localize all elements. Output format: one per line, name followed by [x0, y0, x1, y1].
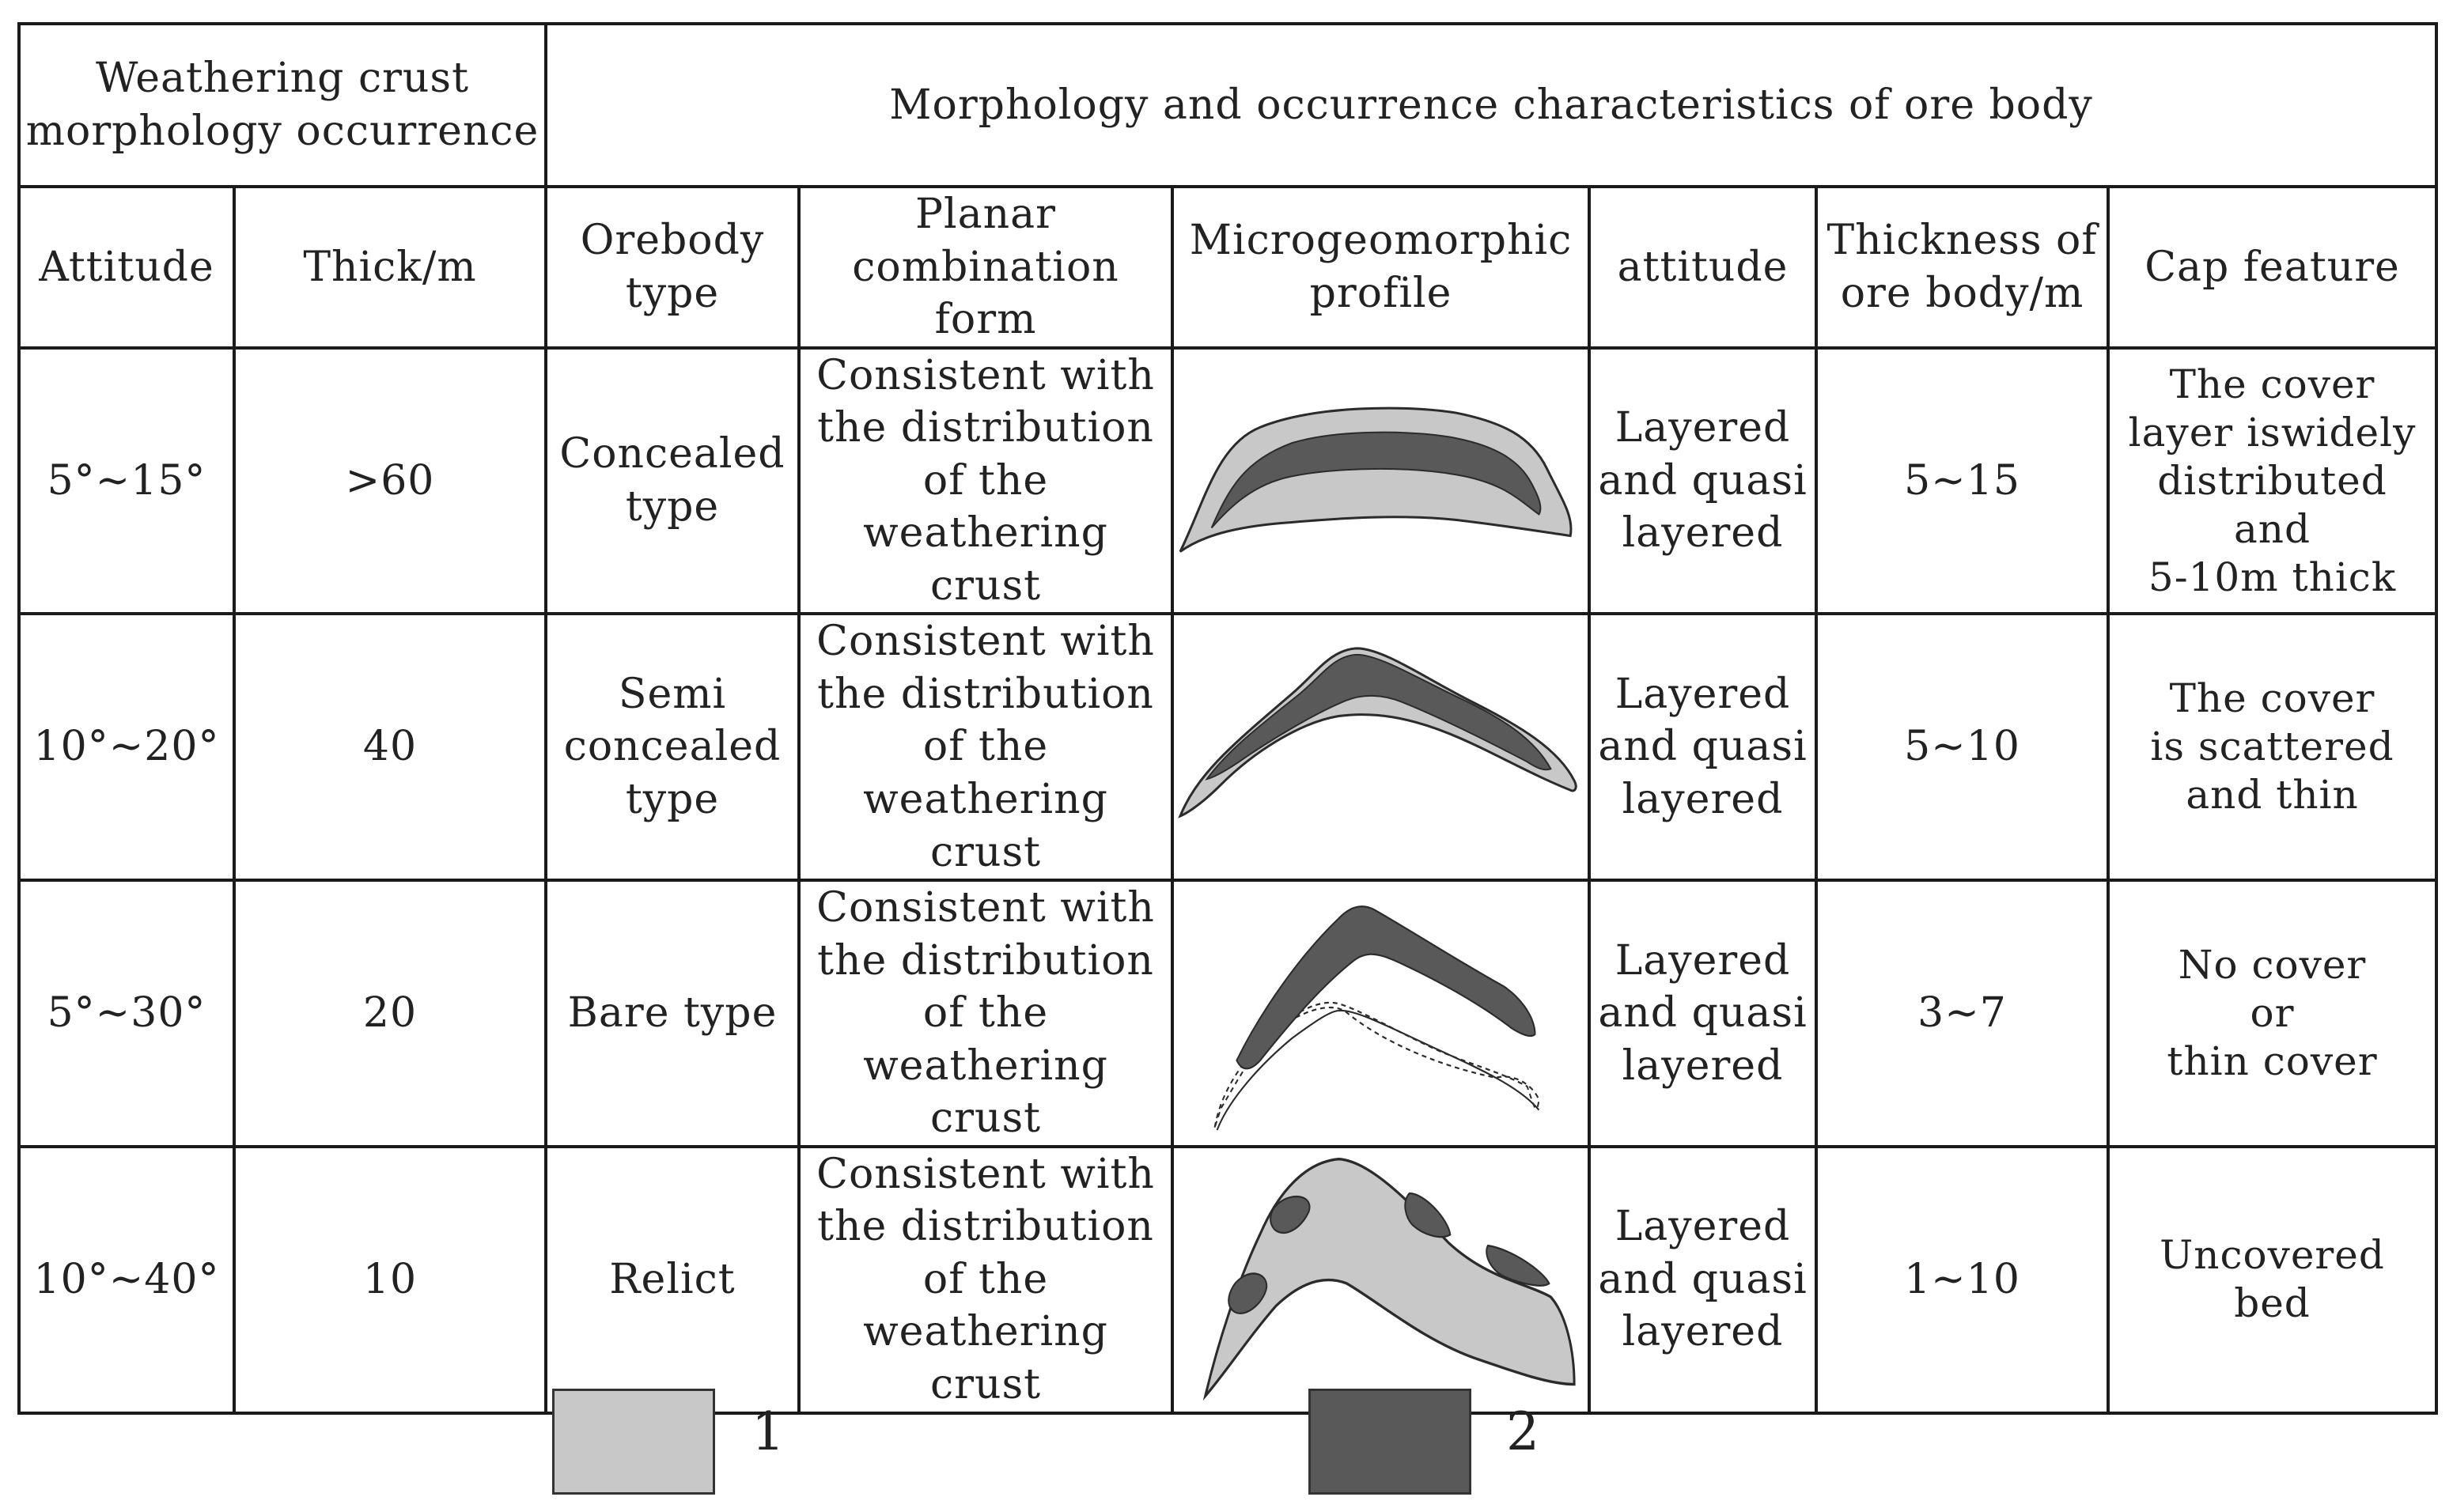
row-ore-attitude: Layered and quasi layered — [1589, 348, 1816, 614]
row-orebody-type: Bare type — [546, 880, 799, 1147]
row-ore-thickness: 5~15 — [1816, 348, 2108, 614]
row-cap-feature: No cover or thin cover — [2108, 880, 2436, 1147]
legend-swatch-dark — [1308, 1389, 1471, 1495]
col-header-orebody-type: Orebody type — [546, 187, 799, 348]
concealed-profile-graphic — [1174, 350, 1588, 613]
relict-profile-graphic — [1174, 1148, 1588, 1412]
row-orebody-type: Semi concealed type — [546, 614, 799, 880]
row-cap-feature: The cover layer iswidely distributed and 5-10m thick — [2108, 348, 2436, 614]
column-header-row — [19, 187, 2436, 348]
col-header-microgeomorphic-profile: Microgeomorphic profile — [1172, 187, 1589, 348]
row-thick: 20 — [234, 880, 546, 1147]
row-ore-attitude: Layered and quasi layered — [1589, 1147, 1816, 1413]
row-ore-attitude: Layered and quasi layered — [1589, 880, 1816, 1147]
ore-body-table — [17, 22, 2438, 1415]
row-cap-feature: Uncovered bed — [2108, 1147, 2436, 1413]
row-orebody-type: Concealed type — [546, 348, 799, 614]
row-attitude: 10°~20° — [19, 614, 234, 880]
row-thick: 40 — [234, 614, 546, 880]
concealed-profile-icon — [1172, 348, 1589, 614]
header-ore-body-characteristics: Morphology and occurrence characteristics of ore body — [546, 24, 2436, 187]
col-header-attitude: Attitude — [19, 187, 234, 348]
row-orebody-type: Relict — [546, 1147, 799, 1413]
row-ore-thickness: 1~10 — [1816, 1147, 2108, 1413]
row-planar-form: Consistent with the distribution of the weathering crust — [799, 348, 1172, 614]
row-ore-attitude: Layered and quasi layered — [1589, 614, 1816, 880]
col-header-ore-attitude: attitude — [1589, 187, 1816, 348]
row-attitude: 5°~30° — [19, 880, 234, 1147]
relict-profile-icon — [1172, 1147, 1589, 1413]
bare-profile-icon — [1172, 880, 1589, 1147]
table-row — [19, 880, 2436, 1147]
semi-concealed-profile-icon — [1172, 614, 1589, 880]
col-header-cap-feature: Cap feature — [2108, 187, 2436, 348]
col-header-planar-combination: Planar combination form — [799, 187, 1172, 348]
semi-concealed-profile-graphic — [1174, 615, 1588, 879]
row-cap-feature: The cover is scattered and thin — [2108, 614, 2436, 880]
legend-label-2: 2 — [1506, 1401, 1539, 1462]
col-header-thick: Thick/m — [234, 187, 546, 348]
row-planar-form: Consistent with the distribution of the weathering crust — [799, 1147, 1172, 1413]
ore-body-shape — [1236, 906, 1535, 1068]
table-row — [19, 348, 2436, 614]
row-thick: 10 — [234, 1147, 546, 1413]
col-header-ore-thickness: Thickness of ore body/m — [1816, 187, 2108, 348]
table-row — [19, 614, 2436, 880]
header-weathering-crust: Weathering crust morphology occurrence — [19, 24, 546, 187]
row-ore-thickness: 5~10 — [1816, 614, 2108, 880]
row-thick: >60 — [234, 348, 546, 614]
legend-swatch-light — [552, 1389, 715, 1495]
row-attitude: 10°~40° — [19, 1147, 234, 1413]
row-planar-form: Consistent with the distribution of the weathering crust — [799, 614, 1172, 880]
row-attitude: 5°~15° — [19, 348, 234, 614]
legend-label-1: 1 — [751, 1401, 785, 1462]
bare-profile-graphic — [1174, 882, 1588, 1145]
row-planar-form: Consistent with the distribution of the weathering crust — [799, 880, 1172, 1147]
legend — [0, 1389, 2453, 1498]
row-ore-thickness: 3~7 — [1816, 880, 2108, 1147]
table-row — [19, 1147, 2436, 1413]
